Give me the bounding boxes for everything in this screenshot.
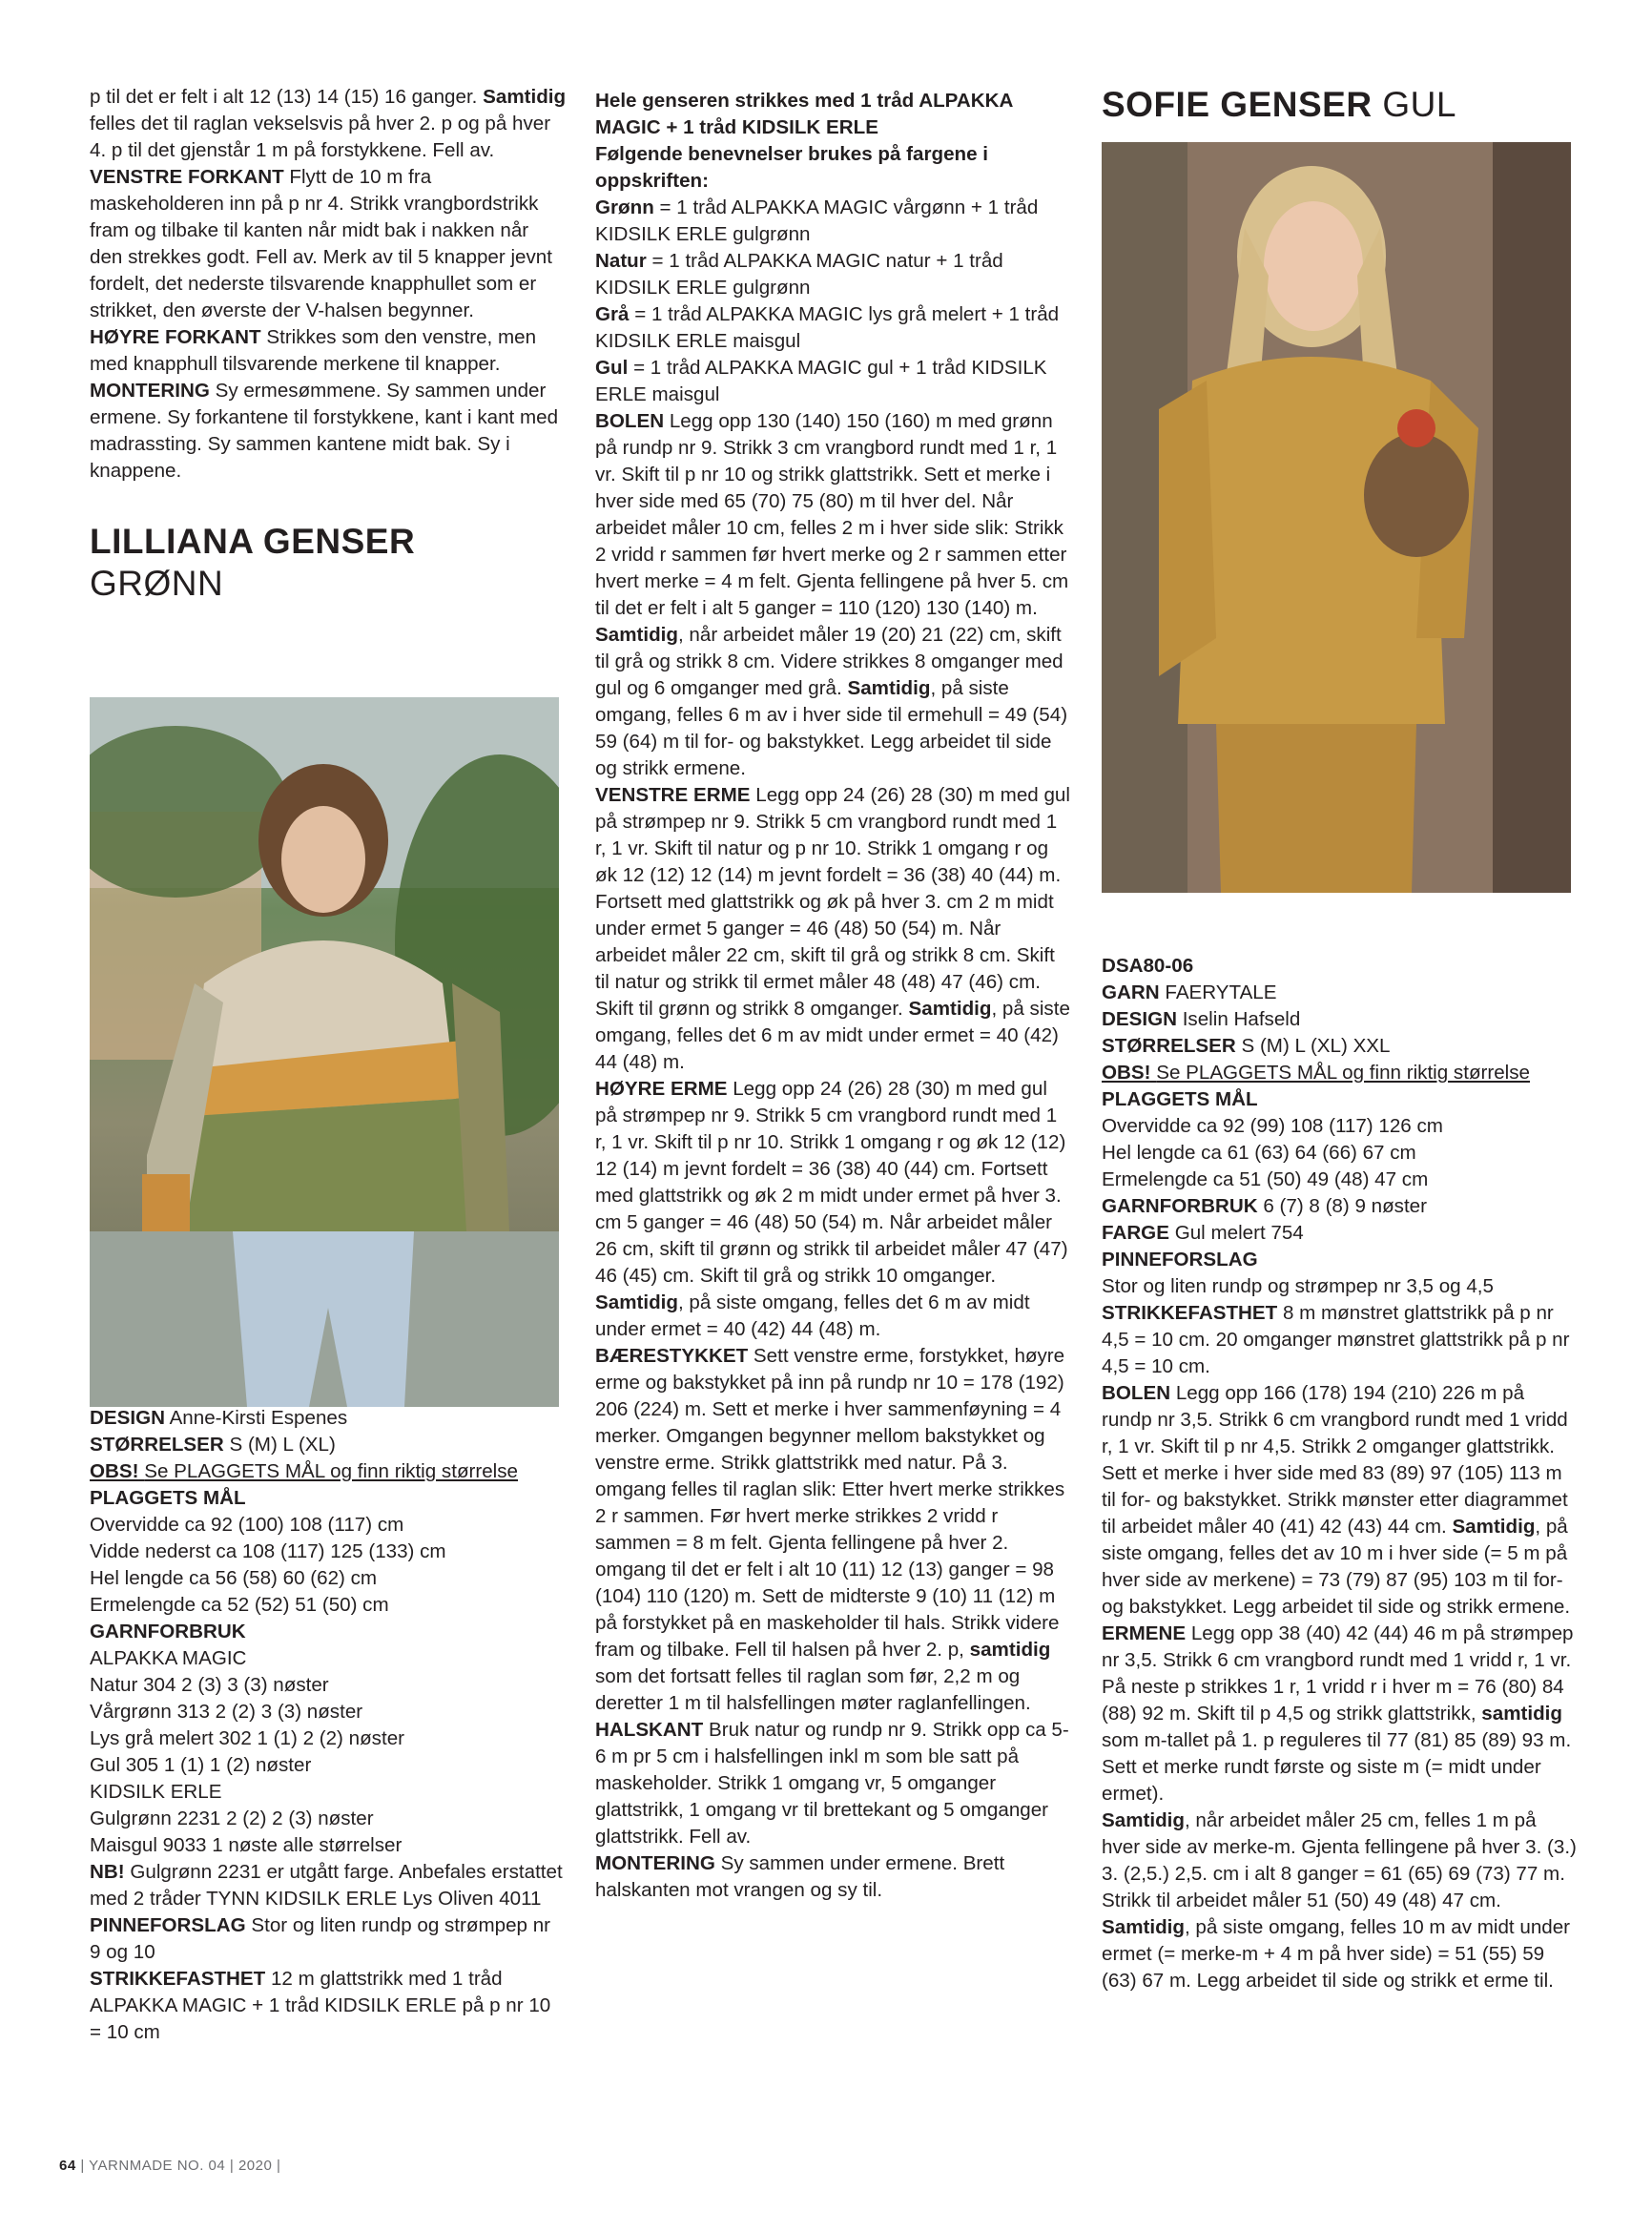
spec-line: Stor og liten rundp og strømpep nr 3,5 og 4,5 — [1102, 1275, 1494, 1297]
nb-note: NB! Gulgrønn 2231 er utgått farge. Anbefales erstattet med 2 tråder TYNN KIDSILK ERLE Lys Oliven 4011 — [90, 1861, 563, 1910]
section-ermene-cont: Samtidig, på siste omgang, felles 10 m av midt under ermet (= merke-m + 4 m på hver side) = 51 (55) 59 (63) 67 m. Legg arbeidet til side og strikk et erme til. — [1102, 1916, 1571, 1992]
body-text: p til det er felt i alt 12 (13) 14 (15) 16 ganger. Samtidig felles det til raglan vekselsvis på hver 2. p og på hver 4. p til det gjenstår 1 m på forstykkene. Fell av. — [90, 86, 567, 161]
spec-line: Vårgrønn 313 2 (2) 3 (3) nøster — [90, 1701, 363, 1723]
spec-line: KIDSILK ERLE — [90, 1781, 222, 1803]
color-def: Grønn = 1 tråd ALPAKKA MAGIC vårgønn + 1 tråd KIDSILK ERLE gulgrønn — [595, 196, 1039, 245]
photo-lilliana-sweater — [90, 697, 559, 1407]
section-venstre-erme: VENSTRE ERME Legg opp 24 (26) 28 (30) m med gul på strømpep nr 9. Strikk 5 cm vrangbord rundt med 1 r, 1 vr. Skift til natur og p nr 10. Strikk 1 omgang r og øk 12 (12) 12 (14) m jevnt fordelt = 36 (38) 40 (44) m. Fortsett med glattstrikk og øk på hver 3. cm 2 m midt under ermet 5 ganger = 46 (48) 50 (54) m. Når arbeidet måler 22 cm, skift til grå og strikk 8 cm. Skift til natur og strikk til ermet måler 48 (48) 47 (46) cm. Skift til grønn og strikk 8 omganger. Samtidig, på siste omgang, felles det 6 m av midt under ermet = 40 (42) 44 (48) m. — [595, 784, 1070, 1073]
spec-line: Overvidde ca 92 (100) 108 (117) cm — [90, 1514, 404, 1536]
spec-line: Maisgul 9033 1 nøste alle størrelser — [90, 1834, 403, 1856]
photo-illustration — [90, 697, 559, 1407]
obs-note: OBS! Se PLAGGETS MÅL og finn riktig størrelse — [1102, 1062, 1531, 1084]
color-def: Natur = 1 tråd ALPAKKA MAGIC natur + 1 tråd KIDSILK ERLE gulgrønn — [595, 250, 1003, 299]
spec-storrelser: STØRRELSER S (M) L (XL) XXL — [1102, 1035, 1391, 1057]
section-bolen: BOLEN Legg opp 130 (140) 150 (160) m med grønn på rundp nr 9. Strikk 3 cm vrangbord rundt med 1 r, 1 vr. Skift til p nr 10 og strikk glattstrikk. Sett et merke i hver side med 65 (70) 75 (80) m til hver del. Når arbeidet måler 10 cm, felles 2 m i hver side slik: Strikk 2 vridd r sammen før hvert merke og 2 r sammen etter hvert merke = 4 m felt. Gjenta fellingene på hver 5. cm til det er felt i alt 5 ganger = 110 (120) 130 (140) m. Samtidig, når arbeidet måler 19 (20) 21 (22) cm, skift til grå og strikk 8 cm. Videre strikkes 8 omganger med gul og 6 omganger med grå. Samtidig, på siste omgang, felles 6 m av i hver side til ermehull = 49 (54) 59 (64) m til for- og bakstykket. Legg arbeidet til side og strikk ermene. — [595, 410, 1069, 779]
spec-line: Natur 304 2 (3) 3 (3) nøster — [90, 1674, 329, 1696]
column-middle — [595, 88, 1072, 1904]
section-montering: MONTERING Sy ermesømmene. Sy sammen under ermene. Sy forkantene til forstykkene, kant i kant med madrassting. Sy sammen kantene midt bak. Sy i knappene. — [90, 380, 559, 482]
pattern-code: DSA80-06 — [1102, 955, 1194, 977]
spec-garnforbruk-heading: GARNFORBRUK — [90, 1621, 246, 1642]
page-number: 64 — [59, 2158, 76, 2174]
section-venstre-forkant: VENSTRE FORKANT Flytt de 10 m fra maskeholderen inn på p nr 4. Strikk vrangbordstrikk fram og tilbake til kanten når midt bak i nakken når den strekkes godt. Fell av. Merk av til 5 knapper jevnt fordelt, det nederste tilsvarende knapphullet som er strikket, den øverste der V-halsen begynner. — [90, 166, 552, 321]
photo-sofie-sweater — [1102, 142, 1571, 893]
spec-pinneforslag: PINNEFORSLAG Stor og liten rundp og strømpep nr 9 og 10 — [90, 1914, 551, 1963]
section-barestykket: BÆRESTYKKET Sett venstre erme, forstykket, høyre erme og bakstykket på inn på rundp nr 10 = 178 (192) 206 (224) m. Sett et merke i hver sammenføyning = 4 merker. Omgangen begynner mellom bakstykket og venstre erme. Strikk glattstrikk med natur. På 3. omgang felles til raglan slik: Etter hvert merke strikkes 2 r sammen. Før hvert merke strikkes 2 vridd r sammen = 8 m felt. Gjenta fellingene på hver 2. omgang til det er felt i alt 10 (11) 12 (13) ganger = 98 (104) 110 (120) m. Sett de midterste 9 (10) 11 (12) m på forstykket på en maskeholder til hals. Strikk videre fram og tilbake. Fell til halsen på hver 2. p, samtidig som det fortsatt felles til raglan som før, 2,2 m og deretter 1 m til halsfellingen møter raglanfellingen. — [595, 1345, 1065, 1714]
pattern-title: LILLIANA GENSER GRØNN — [90, 522, 416, 603]
spec-line: Vidde nederst ca 108 (117) 125 (133) cm — [90, 1540, 446, 1562]
spec-garnforbruk: GARNFORBRUK 6 (7) 8 (8) 9 nøster — [1102, 1195, 1427, 1217]
section-montering: MONTERING Sy sammen under ermene. Brett halskanten mot vrangen og sy til. — [595, 1852, 1005, 1901]
pattern-title: SOFIE GENSER GUL — [1102, 85, 1456, 124]
spec-line: Ermelengde ca 51 (50) 49 (48) 47 cm — [1102, 1168, 1429, 1190]
section-bolen: BOLEN Legg opp 166 (178) 194 (210) 226 m på rundp nr 3,5. Strikk 6 cm vrangbord rundt med 1 vridd r, 1 vr. Skift til p nr 4,5. Strikk 2 omganger glattstrikk. Sett et merke i hver side med 83 (89) 97 (105) 113 m til for- og bakstykket. Strikk mønster etter diagrammet til arbeidet måler 40 (41) 42 (43) 44 cm. Samtidig, på siste omgang, felles det av 10 m i hver side (= 5 m på hver side av merkene) = 73 (79) 87 (95) 103 m til for- og bakstykket. Legg arbeidet til side og strikk ermene. — [1102, 1382, 1571, 1618]
section-hoyre-forkant: HØYRE FORKANT Strikkes som den venstre, men med knapphull tilsvarende merkene til knapper. — [90, 326, 537, 375]
spec-strikkefasthet: STRIKKEFASTHET 12 m glattstrikk med 1 tråd ALPAKKA MAGIC + 1 tråd KIDSILK ERLE på p nr 10 = 10 cm — [90, 1968, 551, 2043]
spec-garn: GARN FAERYTALE — [1102, 981, 1277, 1003]
spec-mal-heading: PLAGGETS MÅL — [1102, 1088, 1258, 1110]
section-ermene-cont: Samtidig, når arbeidet måler 25 cm, felles 1 m på hver side av merke-m. Gjenta fellingene på hver 3. (3.) 3. (2,5.) 2,5. cm i alt 8 ganger = 61 (65) 69 (73) 77 m. Strikk til arbeidet måler 51 (50) 49 (48) 47 cm. — [1102, 1809, 1577, 1911]
intro-text: Følgende benevnelser brukes på fargene i oppskriften: — [595, 143, 989, 192]
intro-text: Hele genseren strikkes med 1 tråd ALPAKKA MAGIC + 1 tråd KIDSILK ERLE — [595, 90, 1013, 138]
section-halskant: HALSKANT Bruk natur og rundp nr 9. Strikk opp ca 5-6 m pr 5 cm i halsfellingen inkl m som ble satt på maskeholder. Strikk 1 omgang vr, 5 omganger glattstrikk, 1 omgang vr til brettekant og 5 omganger glattstrikk. Fell av. — [595, 1719, 1069, 1848]
page-footer — [59, 2158, 280, 2174]
spec-line: Gul 305 1 (1) 1 (2) nøster — [90, 1754, 312, 1776]
spec-design: DESIGN Iselin Hafseld — [1102, 1008, 1301, 1030]
color-def: Grå = 1 tråd ALPAKKA MAGIC lys grå melert + 1 tråd KIDSILK ERLE maisgul — [595, 303, 1060, 352]
spec-line: Gulgrønn 2231 2 (2) 2 (3) nøster — [90, 1808, 374, 1829]
spec-line: ALPAKKA MAGIC — [90, 1647, 247, 1669]
spec-farge: FARGE Gul melert 754 — [1102, 1222, 1304, 1244]
photo-illustration — [1102, 142, 1571, 893]
color-def: Gul = 1 tråd ALPAKKA MAGIC gul + 1 tråd KIDSILK ERLE maisgul — [595, 357, 1047, 405]
section-hoyre-erme: HØYRE ERME Legg opp 24 (26) 28 (30) m med gul på strømpep nr 9. Strikk 5 cm vrangbord rundt med 1 r, 1 vr. Skift til p nr 10. Strikk 1 omgang r og øk 12 (12) 12 (14) m jevnt fordelt = 36 (38) 40 (44) cm. Fortsett med glattstrikk og øk 2 m midt under ermet på hver 3. cm 5 ganger = 46 (48) 50 (54) m. Når arbeidet måler 26 cm, skift til grønn og strikk til arbeidet måler 47 (47) 46 (45) cm. Skift til grå og strikk 10 omganger. Samtidig, på siste omgang, felles det 6 m av midt under ermet = 40 (42) 44 (48) m. — [595, 1078, 1068, 1340]
spec-strikkefasthet: STRIKKEFASTHET 8 m mønstret glattstrikk på p nr 4,5 = 10 cm. 20 omganger mønstret glattstrikk på p nr 4,5 = 10 cm. — [1102, 1302, 1570, 1377]
spec-storrelser: STØRRELSER S (M) L (XL) — [90, 1434, 336, 1456]
spec-pinneforslag-heading: PINNEFORSLAG — [1102, 1249, 1258, 1270]
spec-line: Hel lengde ca 56 (58) 60 (62) cm — [90, 1567, 378, 1589]
section-ermene: ERMENE Legg opp 38 (40) 42 (44) 46 m på strømpep nr 3,5. Strikk 6 cm vrangbord rundt med 1 vridd r, 1 vr. På neste p strikkes 1 r, 1 vridd r i hver m = 76 (80) 84 (88) 92 m. Skift til p 4,5 og strikk glattstrikk, samtidig som m-tallet på 1. p reguleres til 77 (81) 85 (89) 93 m. Sett et merke rundt første og siste m (= midt under ermet). — [1102, 1622, 1574, 1805]
spec-line: Lys grå melert 302 1 (1) 2 (2) nøster — [90, 1727, 405, 1749]
spec-line: Overvidde ca 92 (99) 108 (117) 126 cm — [1102, 1115, 1443, 1137]
magazine-issue: | YARNMADE NO. 04 | 2020 | — [80, 2158, 281, 2174]
spec-line: Ermelengde ca 52 (52) 51 (50) cm — [90, 1594, 389, 1616]
spec-line: Hel lengde ca 61 (63) 64 (66) 67 cm — [1102, 1142, 1416, 1164]
spec-design: DESIGN Anne-Kirsti Espenes — [90, 1407, 348, 1429]
obs-note: OBS! Se PLAGGETS MÅL og finn riktig størrelse — [90, 1460, 519, 1482]
spec-mal-heading: PLAGGETS MÅL — [90, 1487, 246, 1509]
